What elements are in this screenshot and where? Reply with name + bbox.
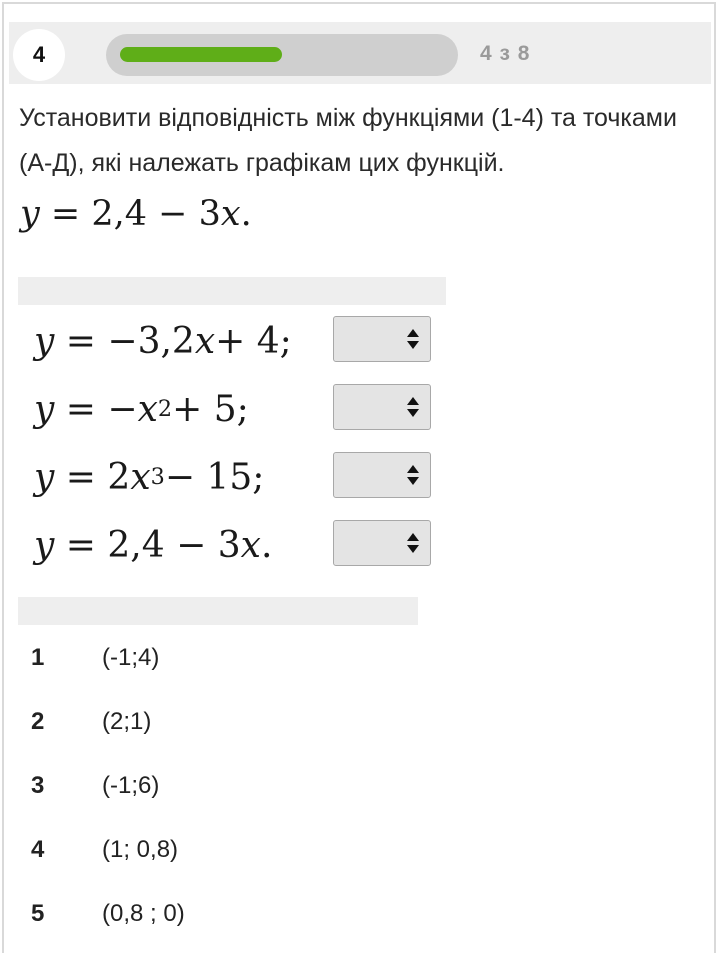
question-formula xyxy=(20,194,252,234)
function-2-select[interactable] xyxy=(333,384,431,430)
function-3-select[interactable] xyxy=(333,452,431,498)
option-5-value: (0,8 ; 0) xyxy=(102,900,185,927)
formula-rhs: = 2,4 − 3x. xyxy=(50,194,252,234)
up-down-arrows-icon xyxy=(406,532,420,554)
progress-label: 4 з 8 xyxy=(480,42,531,65)
question-text: Установити відповідність між функціями (1-4) та точками (А-Д), які належать графікам цих функцій. xyxy=(19,104,677,177)
function-4-formula: y = 2,4 − 3 x . xyxy=(34,524,273,566)
section-divider xyxy=(18,277,446,305)
function-1-select[interactable] xyxy=(333,316,431,362)
option-3-value: (-1;6) xyxy=(102,772,160,799)
up-down-arrows-icon xyxy=(406,396,420,418)
option-3-number: 3 xyxy=(31,772,45,799)
option-2-value: (2;1) xyxy=(102,708,152,735)
option-2-number: 2 xyxy=(31,708,45,735)
option-4-value: (1; 0,8) xyxy=(102,836,179,863)
progress-bar-fill xyxy=(120,47,282,62)
function-3-formula: y = 2 x 3 − 15; xyxy=(34,456,265,498)
up-down-arrows-icon xyxy=(406,328,420,350)
formula-lhs: y xyxy=(20,194,40,234)
function-2-formula: y = − x 2 + 5; xyxy=(34,388,249,430)
option-1-value: (-1;4) xyxy=(102,644,160,671)
progress-bar xyxy=(106,34,458,76)
up-down-arrows-icon xyxy=(406,464,420,486)
option-1-number: 1 xyxy=(31,644,45,671)
option-4-number: 4 xyxy=(31,836,45,863)
question-number-badge: 4 xyxy=(13,29,65,81)
function-4-select[interactable] xyxy=(333,520,431,566)
section-divider xyxy=(18,597,418,625)
function-1-formula: y = −3,2 x + 4; xyxy=(34,320,292,362)
option-5-number: 5 xyxy=(31,900,45,927)
